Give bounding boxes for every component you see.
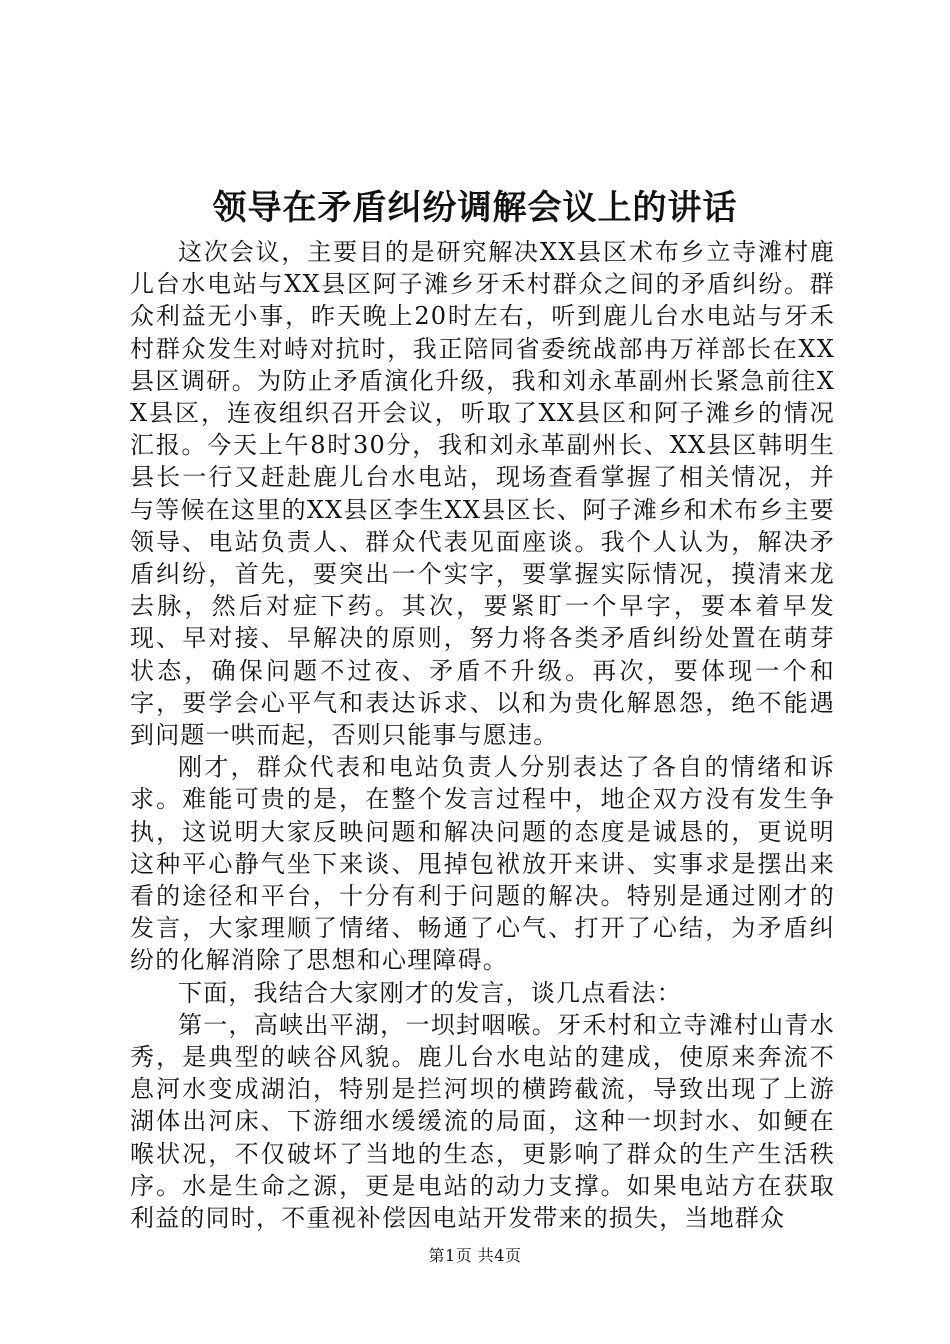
- paragraph-4: 第一，高峡出平湖，一坝封咽喉。牙禾村和立寺滩村山青水秀，是典型的峡谷风貌。鹿儿台水电站的建成，使原来奔流不息河水变成湖泊，特别是拦河坝的横跨截流，导致出现了上游湖体出河床、下游细水缓缓流的局面，这种一坝封水、如鲠在喉状况，不仅破坏了当地的生态，更影响了群众的生产生活秩序。水是生命之源，更是电站的动力支撑。如果电站方在获取利益的同时，不重视补偿因电站开发带来的损失，当地群众: [130, 1010, 835, 1233]
- paragraph-1: 这次会议，主要目的是研究解决XX县区术布乡立寺滩村鹿儿台水电站与XX县区阿子滩乡牙禾村群众之间的矛盾纠纷。群众利益无小事，昨天晚上20时左右，听到鹿儿台水电站与牙禾村群众发生对峙对抗时，我正陪同省委统战部冉万祥部长在XX县区调研。为防止矛盾演化升级，我和刘永革副州长紧急前往XX县区，连夜组织召开会议，听取了XX县区和阿子滩乡的情况汇报。今天上午8时30分，我和刘永革副州长、XX县区韩明生县长一行又赶赴鹿儿台水电站，现场查看掌握了相关情况，并与等候在这里的XX县区李生XX县区长、阿子滩乡和术布乡主要领导、电站负责人、群众代表见面座谈。我个人认为，解决矛盾纠纷，首先，要突出一个实字，要掌握实际情况，摸清来龙去脉，然后对症下药。其次，要紧盯一个早字，要本着早发现、早对接、早解决的原则，努力将各类矛盾纠纷处置在萌芽状态，确保问题不过夜、矛盾不升级。再次，要体现一个和字，要学会心平气和表达诉求、以和为贵化解恩怨，绝不能遇到问题一哄而起，否则只能事与愿违。: [130, 238, 835, 750]
- document-title: 领导在矛盾纠纷调解会议上的讲话: [212, 188, 738, 228]
- paragraph-3: 下面，我结合大家刚才的发言，谈几点看法：: [178, 978, 682, 1007]
- document-body: [130, 236, 835, 1234]
- page-footer: 第1页 共4页: [428, 1246, 522, 1265]
- paragraph-2: 刚才，群众代表和电站负责人分别表达了各自的情绪和诉求。难能可贵的是，在整个发言过程中，地企双方没有发生争执，这说明大家反映问题和解决问题的态度是诚恳的，更说明这种平心静气坐下来谈、甩掉包袱放开来讲、实事求是摆出来看的途径和平台，十分有利于问题的解决。特别是通过刚才的发言，大家理顺了情绪、畅通了心气、打开了心结，为矛盾纠纷的化解消除了思想和心理障碍。: [130, 753, 835, 975]
